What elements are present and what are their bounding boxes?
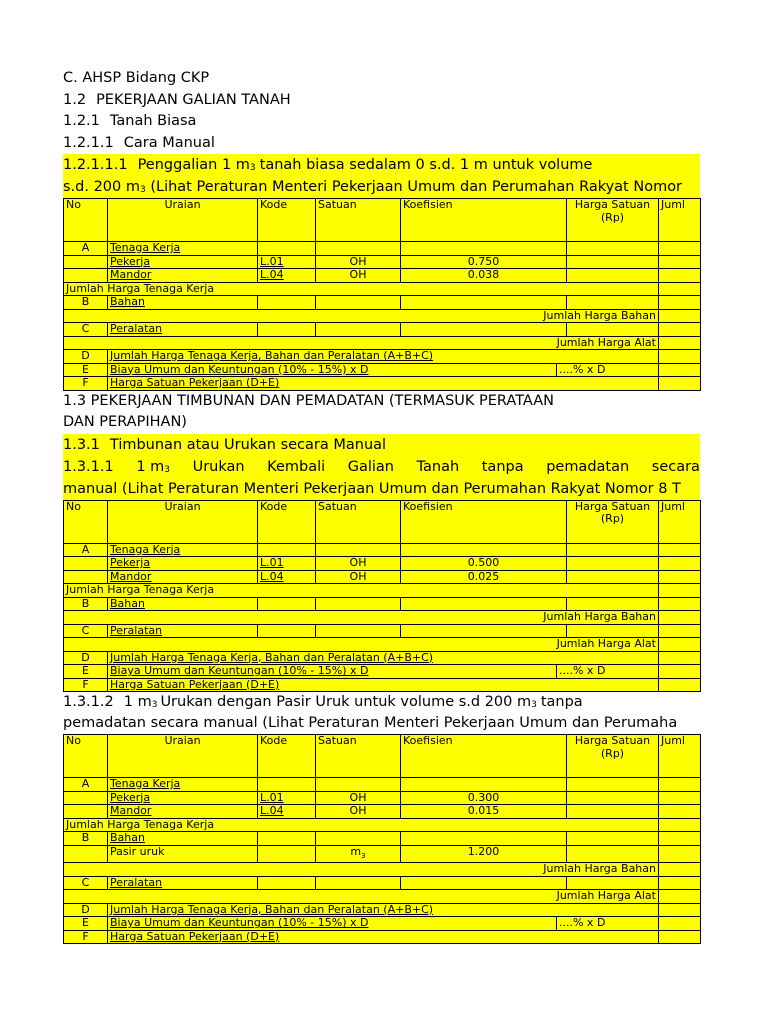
- item1-title-line1: [63, 154, 700, 176]
- table-header-row: [64, 500, 701, 543]
- row-label: Mandor: [108, 805, 258, 819]
- item2-word: Tanah: [416, 458, 460, 475]
- table-row: [64, 611, 701, 625]
- table-row: [64, 557, 701, 571]
- harga-satuan-label: Harga Satuan: [574, 734, 651, 747]
- row-kode: L.04: [258, 269, 316, 283]
- row-label: Bahan: [108, 832, 258, 846]
- subtotal-label: Jumlah Harga Tenaga Kerja: [64, 282, 659, 296]
- col-jumlah-header: Juml: [659, 735, 701, 778]
- row-code: B: [64, 832, 108, 846]
- subsubsection-number: 1.2.1: [63, 113, 100, 129]
- method-number: 1.2.1.1: [63, 134, 114, 151]
- col-koefisien-header: Koefisien: [401, 500, 567, 543]
- row-code: A: [64, 778, 108, 792]
- subtotal-label: Jumlah Harga Alat: [64, 638, 659, 652]
- item1-text-a: Penggalian 1 m: [137, 157, 250, 173]
- item2-word: pemadatan: [546, 458, 630, 475]
- rp-label: (Rp): [600, 512, 625, 525]
- subtotal-label: Jumlah Harga Bahan: [64, 309, 659, 323]
- row-code: F: [64, 930, 108, 944]
- row-label: Tenaga Kerja: [108, 242, 258, 256]
- unit-label: m: [350, 845, 362, 858]
- unit-superscript: 3: [361, 851, 366, 860]
- row-label: Biaya Umum dan Keuntungan (10% - 15%) x D: [108, 363, 557, 377]
- col-no-header: No: [64, 735, 108, 778]
- row-koefisien: 0.038: [401, 269, 567, 283]
- subsection-heading: [63, 90, 700, 112]
- table-row: [64, 791, 701, 805]
- row-code: C: [64, 876, 108, 890]
- item3-number: 1.3.1.2: [63, 694, 114, 710]
- table-row: [64, 917, 701, 931]
- document-page: [63, 68, 700, 944]
- row-kode: L.01: [258, 557, 316, 571]
- table-header-row: [64, 735, 701, 778]
- col-jumlah-header: Juml: [659, 199, 701, 242]
- item2-number: 1.3.1.1: [63, 458, 114, 475]
- row-kode: L.01: [258, 255, 316, 269]
- section13-heading-line2: DAN PERAPIHAN): [63, 414, 187, 430]
- col-kode-header: Kode: [258, 199, 316, 242]
- table-row: [64, 377, 701, 391]
- table-row: [64, 363, 701, 377]
- col-kode-header: Kode: [258, 500, 316, 543]
- col-uraian-header: Uraian: [108, 199, 258, 242]
- row-koefisien: 0.500: [401, 557, 567, 571]
- subtotal-label: Jumlah Harga Tenaga Kerja: [64, 818, 659, 832]
- table-row: [64, 930, 701, 944]
- col-harga-satuan-header: [567, 199, 659, 242]
- row-code: E: [64, 363, 108, 377]
- harga-satuan-label: Harga Satuan: [574, 500, 651, 513]
- table-row: [64, 309, 701, 323]
- table-row: [64, 805, 701, 819]
- item3-text-a: 1 m: [123, 694, 152, 710]
- row-satuan: OH: [316, 570, 401, 584]
- row-label: Biaya Umum dan Keuntungan (10% - 15%) x D: [108, 665, 557, 679]
- item2-word: 1: [136, 458, 146, 475]
- row-label: Jumlah Harga Tenaga Kerja, Bahan dan Peralatan (A+B+C): [108, 350, 659, 364]
- col-no-header: No: [64, 500, 108, 543]
- table-row: [64, 584, 701, 598]
- col-harga-satuan-header: [567, 500, 659, 543]
- section13-heading-line1: 1.3 PEKERJAAN TIMBUNAN DAN PEMADATAN (TERMASUK PERATAAN: [63, 392, 555, 409]
- item1-title-line2: [63, 176, 700, 198]
- row-label: Bahan: [108, 597, 258, 611]
- table-row: [64, 890, 701, 904]
- row-percentage: ....% x D: [557, 917, 659, 931]
- item3-text-c: tanpa: [540, 694, 583, 710]
- row-label: Bahan: [108, 296, 258, 310]
- table-row: [64, 597, 701, 611]
- col-uraian-header: Uraian: [108, 500, 258, 543]
- item2-word: secara: [651, 458, 700, 475]
- table-row: [64, 818, 701, 832]
- rp-label: (Rp): [600, 210, 625, 224]
- col-kode-header: Kode: [258, 735, 316, 778]
- col-jumlah-header: Juml: [659, 500, 701, 543]
- item1-text-b: tanah biasa sedalam 0 s.d. 1 m untuk volume: [259, 157, 593, 173]
- row-label: Jumlah Harga Tenaga Kerja, Bahan dan Peralatan (A+B+C): [108, 651, 659, 665]
- subtotal-label: Jumlah Harga Bahan: [64, 611, 659, 625]
- col-koefisien-header: Koefisien: [401, 199, 567, 242]
- item2-quantity: [136, 456, 170, 478]
- unit-superscript: 3: [151, 700, 158, 710]
- row-code: C: [64, 624, 108, 638]
- col-satuan-header: Satuan: [316, 500, 401, 543]
- row-label: Peralatan: [108, 876, 258, 890]
- item3-text-b: Urukan dengan Pasir Uruk untuk volume s.d 200 m: [160, 694, 532, 710]
- table-row: [64, 903, 701, 917]
- row-code: E: [64, 665, 108, 679]
- row-code: A: [64, 242, 108, 256]
- row-percentage: ....% x D: [557, 665, 659, 679]
- unit-superscript: 3: [164, 464, 171, 475]
- table-row: [64, 624, 701, 638]
- item3-title-line2: pemadatan secara manual (Lihat Peraturan Menteri Pekerjaan Umum dan Perumaha: [63, 715, 678, 731]
- row-satuan: OH: [316, 791, 401, 805]
- unit-superscript: 3: [140, 185, 146, 195]
- subtotal-label: Jumlah Harga Tenaga Kerja: [64, 584, 659, 598]
- ahsp-table-3: [63, 734, 701, 944]
- row-percentage: ....% x D: [557, 363, 659, 377]
- table-row: [64, 638, 701, 652]
- table-row: [64, 242, 701, 256]
- row-code: D: [64, 350, 108, 364]
- table-row: [64, 255, 701, 269]
- row-satuan: OH: [316, 269, 401, 283]
- col-satuan-header: Satuan: [316, 199, 401, 242]
- col-uraian-header: Uraian: [108, 735, 258, 778]
- subsection-number: 1.2: [63, 91, 87, 108]
- table-row: [64, 323, 701, 337]
- subtotal-label: Jumlah Harga Alat: [64, 890, 659, 904]
- row-label: Harga Satuan Pekerjaan (D+E): [108, 678, 659, 692]
- item2-word: Kembali: [267, 458, 326, 475]
- subtotal-label: Jumlah Harga Bahan: [64, 863, 659, 877]
- table-row: [64, 336, 701, 350]
- item2-word: m: [150, 458, 165, 475]
- table-row: [64, 543, 701, 557]
- rp-label: (Rp): [600, 746, 625, 760]
- unit-superscript: 3: [249, 163, 256, 173]
- section131-title: Timbunan atau Urukan secara Manual: [109, 436, 387, 453]
- row-code: D: [64, 903, 108, 917]
- row-label: Pekerja: [108, 791, 258, 805]
- item1-number: 1.2.1.1.1: [63, 157, 128, 173]
- table-row: [64, 570, 701, 584]
- subsubsection-title: Tanah Biasa: [109, 113, 197, 129]
- item2-word: Galian: [347, 458, 394, 475]
- item1-text-d: (Lihat Peraturan Menteri Pekerjaan Umum dan Perumahan Rakyat Nomor: [145, 179, 683, 195]
- row-code: B: [64, 597, 108, 611]
- section131-heading: [63, 434, 700, 456]
- row-code: A: [64, 543, 108, 557]
- row-label: Harga Satuan Pekerjaan (D+E): [108, 930, 659, 944]
- row-label: Peralatan: [108, 624, 258, 638]
- table-header-row: [64, 199, 701, 242]
- table-row: [64, 678, 701, 692]
- table-row: [64, 269, 701, 283]
- section-heading: C. AHSP Bidang CKP: [63, 70, 210, 86]
- item2-word: Urukan: [192, 458, 245, 475]
- row-label: Pekerja: [108, 255, 258, 269]
- table-row: [64, 845, 701, 863]
- row-satuan: OH: [316, 557, 401, 571]
- col-harga-satuan-header: [567, 735, 659, 778]
- ahsp-table-1: [63, 198, 701, 391]
- unit-superscript: 3: [531, 700, 537, 710]
- col-koefisien-header: Koefisien: [401, 735, 567, 778]
- row-code: D: [64, 651, 108, 665]
- item2-title-line2: manual (Lihat Peraturan Menteri Pekerjaan Umum dan Perumahan Rakyat Nomor 8 T: [63, 478, 700, 500]
- row-label: Peralatan: [108, 323, 258, 337]
- row-label: Biaya Umum dan Keuntungan (10% - 15%) x D: [108, 917, 557, 931]
- row-code: F: [64, 678, 108, 692]
- row-satuan: [316, 845, 401, 863]
- row-label: Tenaga Kerja: [108, 778, 258, 792]
- row-label: Harga Satuan Pekerjaan (D+E): [108, 377, 659, 391]
- row-koefisien: 0.750: [401, 255, 567, 269]
- row-koefisien: 0.015: [401, 805, 567, 819]
- subsubsection-heading: [63, 111, 700, 133]
- row-koefisien: 1.200: [401, 845, 567, 863]
- item3-title-line1: [63, 692, 700, 712]
- table-row: [64, 863, 701, 877]
- method-heading: [63, 133, 700, 155]
- item2-word: tanpa: [481, 458, 524, 475]
- table-row: [64, 665, 701, 679]
- row-koefisien: 0.025: [401, 570, 567, 584]
- table-row: [64, 651, 701, 665]
- row-label: Jumlah Harga Tenaga Kerja, Bahan dan Peralatan (A+B+C): [108, 903, 659, 917]
- table-row: [64, 778, 701, 792]
- row-kode: L.04: [258, 805, 316, 819]
- row-code: F: [64, 377, 108, 391]
- row-label: Pasir uruk: [108, 845, 258, 863]
- subtotal-label: Jumlah Harga Alat: [64, 336, 659, 350]
- row-code: E: [64, 917, 108, 931]
- row-label: Tenaga Kerja: [108, 543, 258, 557]
- subsection-title: PEKERJAAN GALIAN TANAH: [96, 91, 291, 108]
- col-no-header: No: [64, 199, 108, 242]
- table-row: [64, 282, 701, 296]
- row-code: B: [64, 296, 108, 310]
- item2-title-line1: [63, 456, 700, 478]
- row-label: Mandor: [108, 269, 258, 283]
- row-kode: L.04: [258, 570, 316, 584]
- harga-satuan-label: Harga Satuan: [574, 198, 651, 211]
- col-satuan-header: Satuan: [316, 735, 401, 778]
- table-row: [64, 296, 701, 310]
- table-row: [64, 832, 701, 846]
- method-title: Cara Manual: [123, 134, 215, 151]
- row-code: C: [64, 323, 108, 337]
- table-row: [64, 876, 701, 890]
- row-satuan: OH: [316, 805, 401, 819]
- row-label: Pekerja: [108, 557, 258, 571]
- row-satuan: OH: [316, 255, 401, 269]
- row-kode: L.01: [258, 791, 316, 805]
- item1-text-c: s.d. 200 m: [63, 179, 140, 195]
- row-koefisien: 0.300: [401, 791, 567, 805]
- section131-number: 1.3.1: [63, 436, 100, 453]
- row-label: Mandor: [108, 570, 258, 584]
- table-row: [64, 350, 701, 364]
- ahsp-table-2: [63, 500, 701, 693]
